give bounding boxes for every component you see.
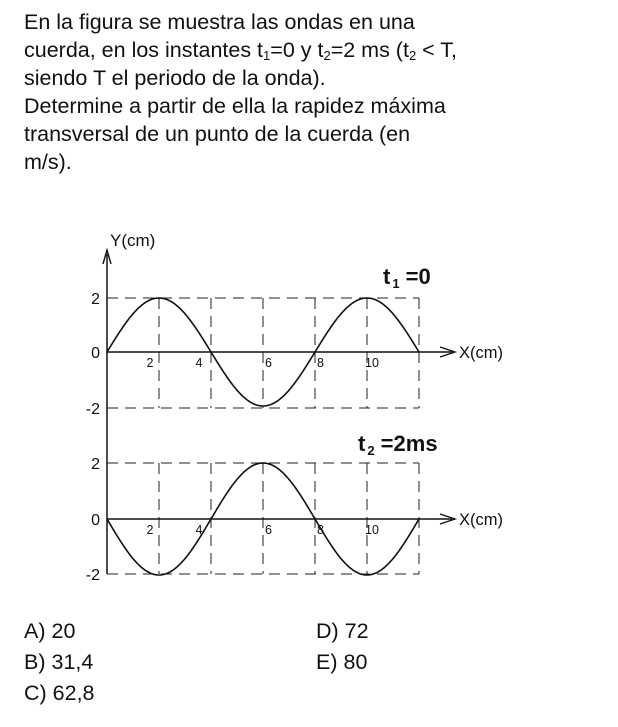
y-tick-label: 0 <box>91 512 100 529</box>
y-tick-label: 2 <box>91 456 100 473</box>
problem-text: Determine a partir de ella la rapidez máxima <box>24 94 446 118</box>
x-tick-label: 4 <box>195 523 203 537</box>
option-d[interactable] <box>316 616 369 647</box>
time-label: t 2 =2ms <box>358 431 438 458</box>
problem-text: m/s). <box>24 150 72 174</box>
x-tick-label: 6 <box>265 523 272 537</box>
wave-panel-1 <box>86 264 503 418</box>
subscript: 2 <box>408 48 417 63</box>
option-value: 80 <box>343 650 368 674</box>
x-tick-label: 8 <box>317 523 324 537</box>
x-axis-label: X(cm) <box>459 511 503 529</box>
option-value: 20 <box>51 619 76 643</box>
y-tick-label: -2 <box>85 567 100 584</box>
option-letter: E) <box>316 650 338 674</box>
y-axis-label: Y(cm) <box>110 231 156 250</box>
problem-text: =2 ms (t <box>330 38 409 62</box>
option-value: 62,8 <box>52 681 95 705</box>
x-tick-label: 4 <box>195 356 203 370</box>
option-letter: A) <box>24 619 46 643</box>
x-tick-label: 10 <box>365 523 379 537</box>
x-tick-label: 8 <box>317 356 324 370</box>
problem-text: =0 y t <box>270 38 324 62</box>
option-value: 31,4 <box>51 650 94 674</box>
problem-text: transversal de un punto de la cuerda (en <box>24 122 411 146</box>
subscript: 1 <box>263 48 271 63</box>
option-b[interactable] <box>24 647 93 678</box>
problem-text: cuerda, en los instantes t <box>24 38 264 62</box>
problem-text: < T, <box>416 38 458 62</box>
option-value: 72 <box>344 619 369 643</box>
option-a[interactable] <box>24 616 75 647</box>
option-c[interactable] <box>24 678 95 709</box>
option-letter: B) <box>24 650 46 674</box>
x-tick-label: 10 <box>365 356 379 370</box>
x-axis-label: X(cm) <box>459 344 503 362</box>
problem-text: siendo T el periodo de la onda). <box>24 66 326 90</box>
option-letter: C) <box>24 681 47 705</box>
x-tick-label: 2 <box>146 356 154 370</box>
x-tick-label: 2 <box>146 523 154 537</box>
option-letter: D) <box>316 619 339 643</box>
y-tick-label: 0 <box>91 345 100 362</box>
x-tick-label: 6 <box>265 356 272 370</box>
option-e[interactable] <box>316 647 367 678</box>
problem-text: En la figura se muestra las ondas en una <box>24 10 415 34</box>
wave-panel-2 <box>86 431 503 584</box>
time-label: t 1 =0 <box>383 264 431 291</box>
y-tick-label: -2 <box>85 401 100 418</box>
subscript: 2 <box>323 48 331 63</box>
y-tick-label: 2 <box>91 291 100 308</box>
